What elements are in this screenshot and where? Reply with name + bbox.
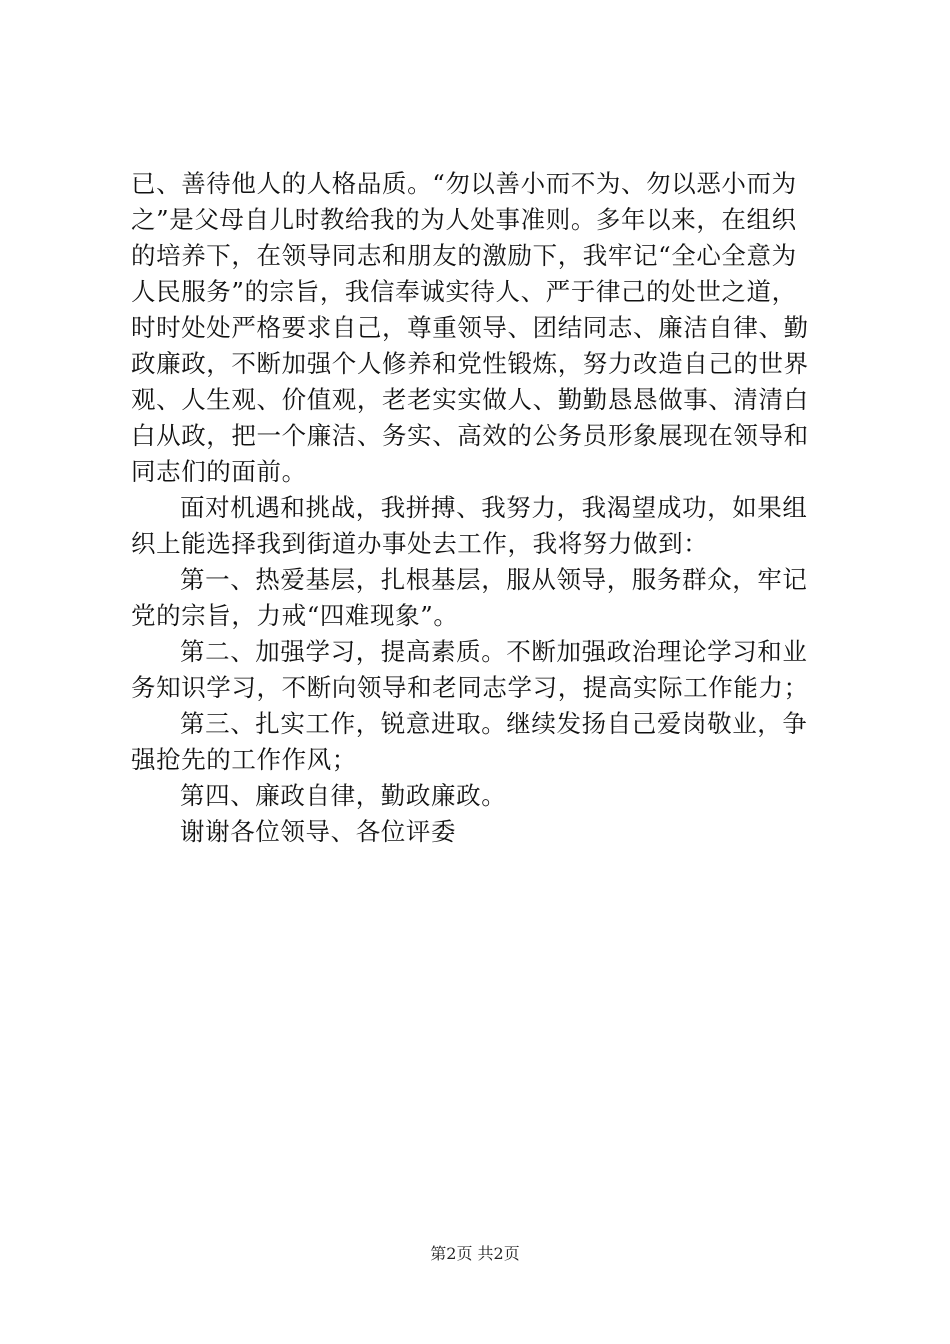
text-line: 政廉政，不断加强个人修养和党性锻炼，努力改造自己的世界 [131,349,809,378]
text-line: 第二、加强学习，提高素质。不断加强政治理论学习和业 [180,637,808,666]
text-line: 第一、热爱基层，扎根基层，服从领导，服务群众，牢记 [180,565,808,594]
text-line: 时时处处严格要求自己，尊重领导、团结同志、廉洁自律、勤 [131,313,809,342]
text-line: 第四、廉政自律，勤政廉政。 [180,781,507,810]
text-line: 白从政，把一个廉洁、务实、高效的公务员形象展现在领导和 [131,421,809,450]
text-line: 第三、扎实工作，锐意进取。继续发扬自己爱岗敬业，争 [180,709,808,738]
text-line: 谢谢各位领导、各位评委 [180,817,457,846]
text-line: 之”是父母自儿时教给我的为人处事准则。多年以来，在组织 [131,205,797,234]
text-line: 同志们的面前。 [131,457,307,486]
text-line: 强抢先的工作作风； [131,745,357,774]
text-line: 已、善待他人的人格品质。“勿以善小而不为、勿以恶小而为 [131,169,797,198]
text-line: 务知识学习，不断向领导和老同志学习，提高实际工作能力； [131,673,809,702]
body-text [131,166,831,850]
text-line: 织上能选择我到街道办事处去工作，我将努力做到： [131,529,709,558]
text-line: 面对机遇和挑战，我拼搏、我努力，我渴望成功，如果组 [180,493,808,522]
text-line: 党的宗旨，力戒“四难现象”。 [131,601,459,630]
page-number: 第2页 共2页 [430,1244,520,1263]
page-footer [0,1242,950,1266]
text-line: 人民服务”的宗旨，我信奉诚实待人、严于律己的处世之道， [131,277,797,306]
text-line: 的培养下，在领导同志和朋友的激励下，我牢记“全心全意为 [131,241,797,270]
text-line: 观、人生观、价值观，老老实实做人、勤勤恳恳做事、清清白 [131,385,809,414]
